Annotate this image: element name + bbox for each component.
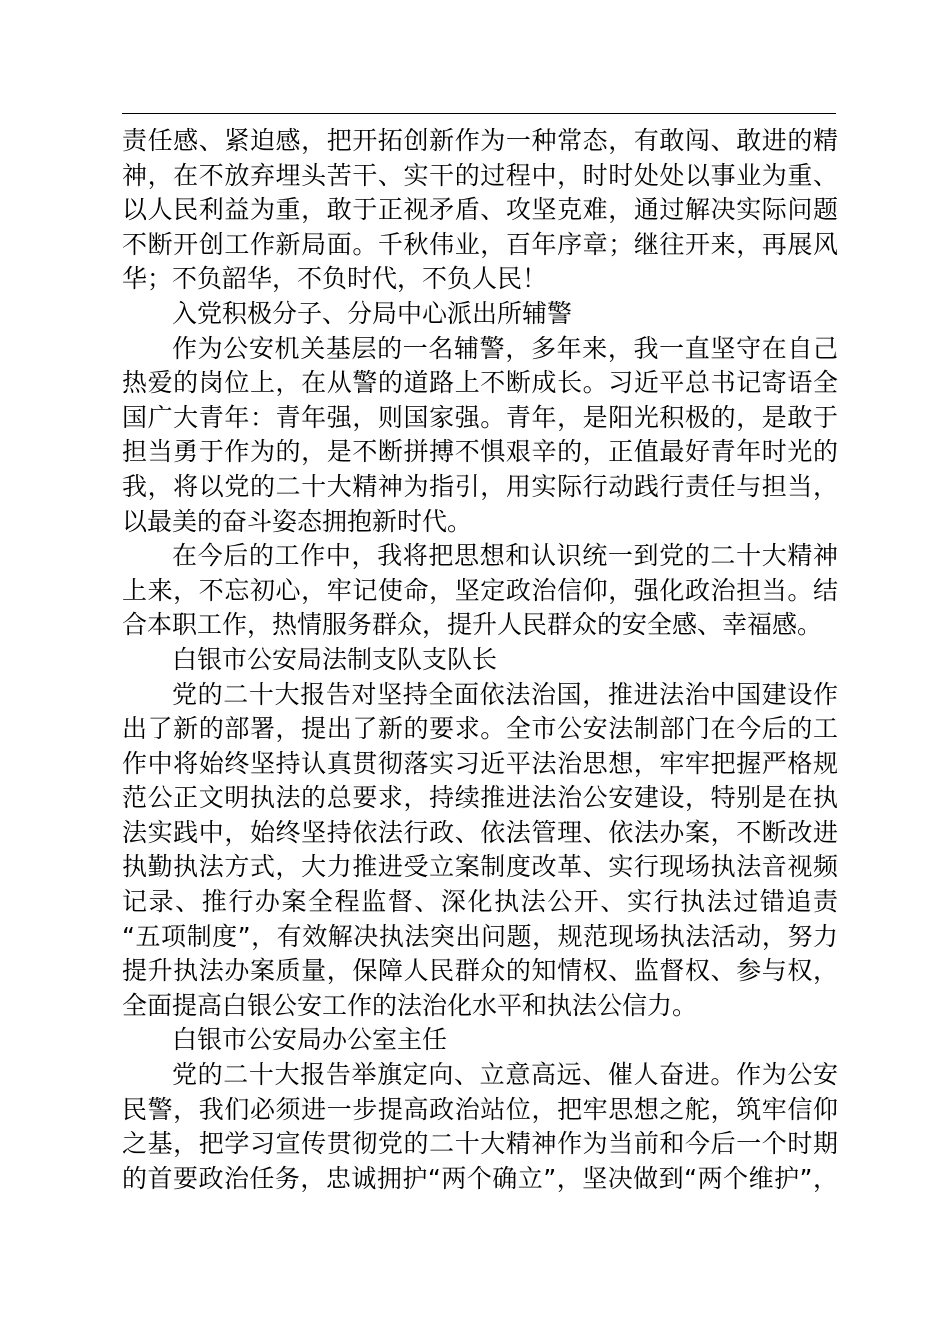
body-text-line: 热爱的岗位上，在从警的道路上不断成长。习近平总书记寄语全 — [122, 368, 838, 398]
body-text-line: 执勤执法方式，大力推进受立案制度改革、实行现场执法音视频 — [122, 852, 838, 882]
paragraph-last-line: 全面提高白银公安工作的法治化水平和执法公信力。 — [122, 990, 698, 1020]
body-text-line: 我，将以党的二十大精神为指引，用实际行动践行责任与担当， — [122, 471, 838, 501]
paragraph-first-line: 在今后的工作中，我将把思想和认识统一到党的二十大精神 — [172, 541, 838, 571]
document-body — [122, 124, 838, 1196]
body-text-line: 上来，不忘初心，牢记使命，坚定政治信仰，强化政治担当。结 — [122, 575, 838, 605]
body-text-line: 的首要政治任务，忠诚拥护“两个确立”，坚决做到“两个维护”， — [122, 1163, 838, 1193]
paragraph-last-line: 合本职工作，热情服务群众，提升人民群众的安全感、幸福感。 — [122, 610, 823, 640]
paragraph-last-line: 华；不负韶华，不负时代，不负人民！ — [122, 264, 548, 294]
body-text-line: 不断开创工作新局面。千秋伟业，百年序章；继往开来，再展风 — [122, 229, 838, 259]
section-heading: 白银市公安局法制支队支队长 — [172, 644, 498, 674]
body-text-line: 作中将始终坚持认真贯彻落实习近平法治思想，牢牢把握严格规 — [122, 748, 838, 778]
body-text-line: 记录、推行办案全程监督、深化执法公开、实行执法过错追责 — [122, 887, 838, 917]
body-text-line: 提升执法办案质量，保障人民群众的知情权、监督权、参与权， — [122, 956, 838, 986]
section-heading: 入党积极分子、分局中心派出所辅警 — [172, 298, 573, 328]
body-text-line: “五项制度”，有效解决执法突出问题，规范现场执法活动，努力 — [122, 921, 838, 951]
body-text-line: 之基，把学习宣传贯彻党的二十大精神作为当前和今后一个时期 — [122, 1129, 838, 1159]
body-text-line: 民警，我们必须进一步提高政治站位，把牢思想之舵，筑牢信仰 — [122, 1094, 838, 1124]
body-text-line: 国广大青年：青年强，则国家强。青年，是阳光积极的，是敢于 — [122, 402, 838, 432]
body-text-line: 神，在不放弃埋头苦干、实干的过程中，时时处处以事业为重、 — [122, 160, 838, 190]
body-text-line: 责任感、紧迫感，把开拓创新作为一种常态，有敢闯、敢进的精 — [122, 126, 838, 155]
body-text-line: 以人民利益为重，敢于正视矛盾、攻坚克难，通过解决实际问题 — [122, 195, 838, 225]
body-text-line: 担当勇于作为的，是不断拼搏不惧艰辛的，正值最好青年时光的 — [122, 437, 838, 467]
body-text-line: 范公正文明执法的总要求，持续推进法治公安建设，特别是在执 — [122, 783, 838, 813]
body-text-line: 出了新的部署，提出了新的要求。全市公安法制部门在今后的工 — [122, 714, 838, 744]
body-text-line: 法实践中，始终坚持依法行政、依法管理、依法办案，不断改进 — [122, 817, 838, 847]
paragraph-last-line: 以最美的奋斗姿态拥抱新时代。 — [122, 506, 473, 536]
header-rule — [122, 113, 836, 114]
paragraph-first-line: 作为公安机关基层的一名辅警，多年来，我一直坚守在自己 — [172, 333, 838, 363]
paragraph-first-line: 党的二十大报告对坚持全面依法治国，推进法治中国建设作 — [172, 679, 838, 709]
paragraph-first-line: 党的二十大报告举旗定向、立意高远、催人奋进。作为公安 — [172, 1060, 838, 1090]
section-heading: 白银市公安局办公室主任 — [172, 1025, 448, 1055]
